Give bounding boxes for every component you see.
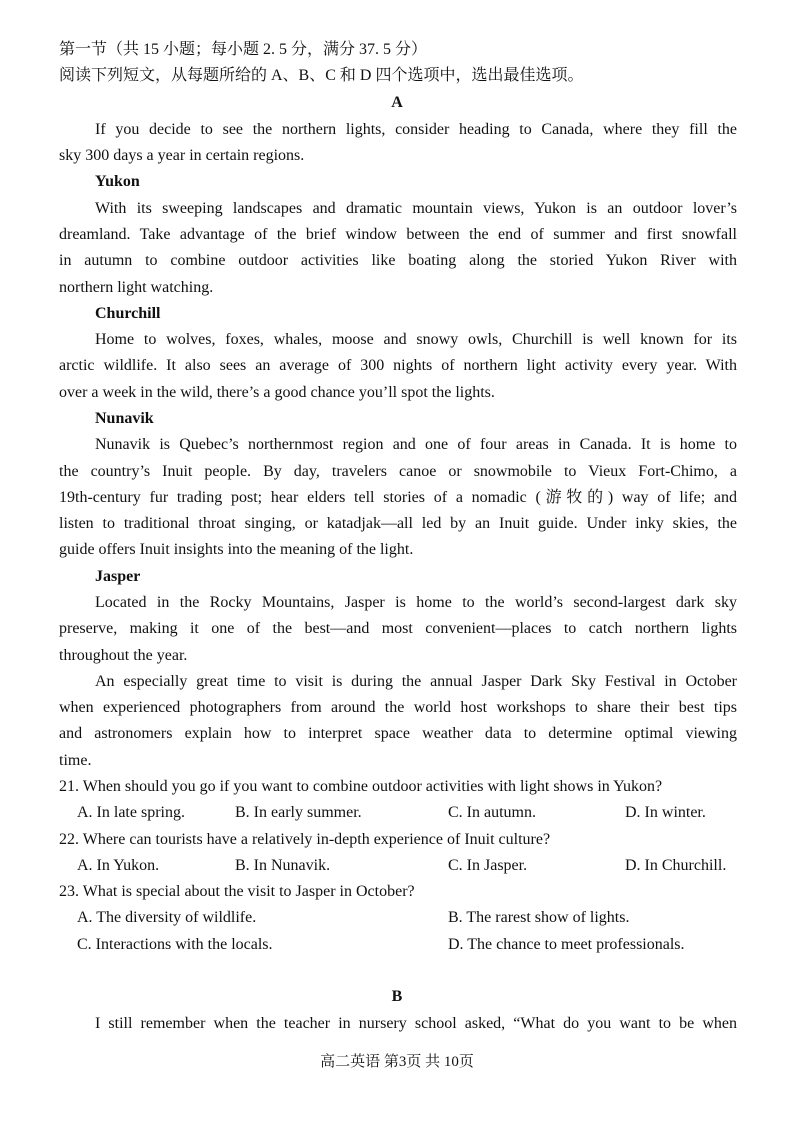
churchill-heading: Churchill [95,305,161,322]
q21-option-a[interactable]: A. In late spring. [77,804,185,821]
intro-line: sky 300 days a year in certain regions. [59,147,305,164]
nunavik-line: 19th-century fur trading post; hear elders tell stories of a nomadic (游牧的) way of life; and [59,489,737,506]
q23-option-b[interactable]: B. The rarest show of lights. [448,909,630,926]
passage-a-label: A [391,94,403,111]
jasper-line: Located in the Rocky Mountains, Jasper is home to the world’s second-largest dark sky [95,594,737,611]
q23-option-a[interactable]: A. The diversity of wildlife. [77,909,257,926]
passage-b-label: B [391,988,403,1005]
jasper-line: An especially great time to visit is during the annual Jasper Dark Sky Festival in October [95,673,737,690]
jasper-line: preserve, making it one of the best—and most convenient—places to catch northern lights [59,620,737,637]
churchill-line: Home to wolves, foxes, whales, moose and snowy owls, Churchill is well known for its [95,331,737,348]
q21-option-c[interactable]: C. In autumn. [448,804,536,821]
q23-option-d[interactable]: D. The chance to meet professionals. [448,936,685,953]
yukon-line: northern light watching. [59,279,214,296]
churchill-line: over a week in the wild, there’s a good chance you’ll spot the lights. [59,384,495,401]
jasper-line: throughout the year. [59,647,188,664]
nunavik-line: the country’s Inuit people. By day, travelers canoe or snowmobile to Vieux Fort-Chimo, a [59,463,737,480]
churchill-line: arctic wildlife. It also sees an average of 300 nights of northern light activity every year. With [59,357,737,374]
nunavik-heading: Nunavik [95,410,154,427]
yukon-heading: Yukon [95,173,140,190]
yukon-line: With its sweeping landscapes and dramatic mountain views, Yukon is an outdoor lover’s [95,200,737,217]
question-23-stem: 23. What is special about the visit to Jasper in October? [59,883,415,900]
nunavik-line: Nunavik is Quebec’s northernmost region and one of four areas in Canada. It is home to [95,436,737,453]
nunavik-line: guide offers Inuit insights into the meaning of the light. [59,541,414,558]
q22-option-b[interactable]: B. In Nunavik. [235,857,331,874]
section-header: 第一节（共 15 小题；每小题 2. 5 分，满分 37. 5 分） [59,41,428,58]
passage-b-first-line: I still remember when the teacher in nursery school asked, “What do you want to be when [95,1015,737,1032]
intro-line: If you decide to see the northern lights, consider heading to Canada, where they fill the [95,121,737,138]
q21-option-b[interactable]: B. In early summer. [235,804,362,821]
jasper-line: and astronomers explain how to interpret space weather data to determine optimal viewing [59,725,737,742]
page-footer: 高二英语 第3页 共 10页 [320,1054,474,1070]
jasper-line: time. [59,752,92,769]
yukon-line: in autumn to combine outdoor activities like boating along the storied Yukon River with [59,252,737,269]
q21-option-d[interactable]: D. In winter. [625,804,706,821]
nunavik-line: listen to traditional throat singing, or katadjak—all led by an Inuit guide. Under inky skies, the [59,515,737,532]
q23-option-c[interactable]: C. Interactions with the locals. [77,936,273,953]
question-22-stem: 22. Where can tourists have a relatively in-depth experience of Inuit culture? [59,831,551,848]
instruction: 阅读下列短文，从每题所给的 A、B、C 和 D 四个选项中，选出最佳选项。 [59,67,584,84]
yukon-line: dreamland. Take advantage of the brief window between the end of summer and first snowfall [59,226,737,243]
q22-option-d[interactable]: D. In Churchill. [625,857,727,874]
question-21-stem: 21. When should you go if you want to combine outdoor activities with light shows in Yukon? [59,778,663,795]
jasper-line: when experienced photographers from around the world host workshops to share their best tips [59,699,737,716]
jasper-heading: Jasper [95,568,141,585]
q22-option-c[interactable]: C. In Jasper. [448,857,528,874]
q22-option-a[interactable]: A. In Yukon. [77,857,160,874]
